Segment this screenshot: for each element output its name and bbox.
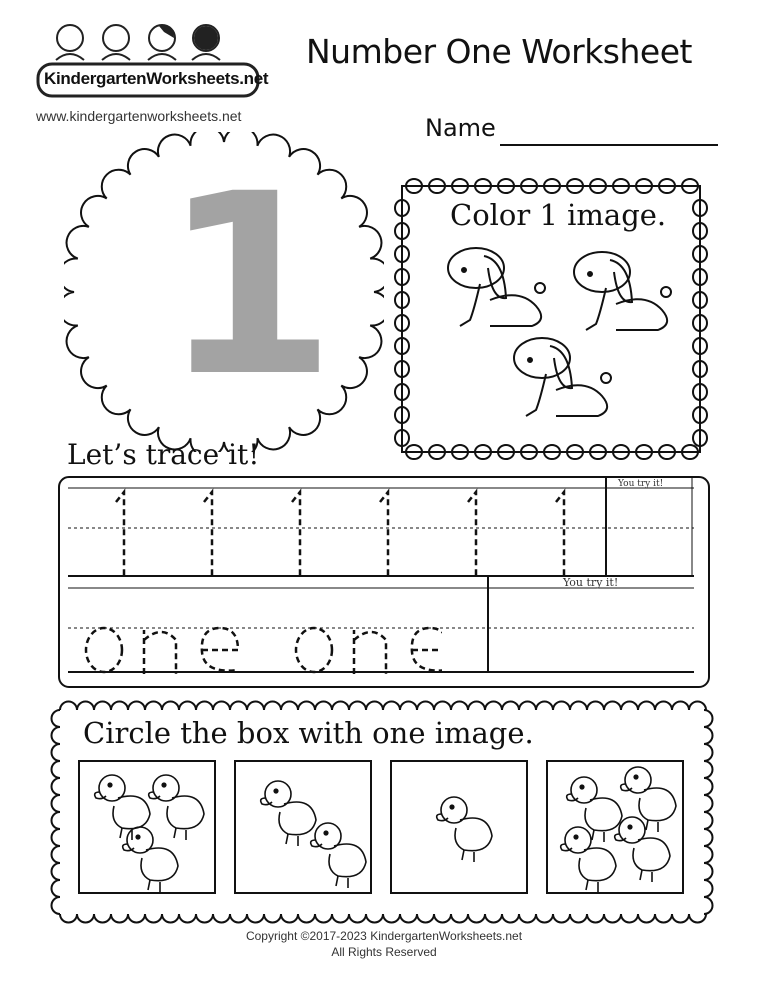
duck-icon [123, 827, 178, 892]
duck-icon [621, 767, 676, 832]
logo-text: KindergartenWorksheets.net [44, 69, 269, 88]
duck-choice-box[interactable] [234, 760, 372, 894]
duck-icon [149, 775, 204, 840]
duck-icon [311, 823, 366, 888]
numeral-trace-row[interactable] [58, 476, 598, 576]
duck-icon [615, 817, 670, 882]
duck-icon [437, 797, 492, 862]
duck-choice-box[interactable] [390, 760, 528, 894]
name-label: Name [425, 114, 496, 142]
duck-choice-box[interactable] [78, 760, 216, 894]
name-field[interactable] [500, 144, 718, 146]
word-trace-row[interactable] [82, 620, 442, 676]
duck-choice-box[interactable] [546, 760, 684, 894]
duck-icon [567, 777, 622, 842]
bunny-icon[interactable] [440, 240, 550, 332]
site-logo[interactable] [34, 20, 269, 106]
rights-line: All Rights Reserved [331, 945, 437, 959]
color-instruction: Color 1 image. [450, 198, 667, 232]
bunny-icon[interactable] [506, 330, 616, 422]
try-label-word: You try it! [563, 576, 619, 589]
big-number-one: 1 [162, 140, 336, 431]
page-title: Number One Worksheet [306, 32, 692, 71]
duck-icon [561, 827, 616, 892]
try-label-numeral: You try it! [618, 479, 664, 489]
duck-icon [261, 781, 316, 846]
copyright [0, 928, 768, 960]
copyright-line: Copyright ©2017-2023 KindergartenWorksheets.net [245, 929, 523, 943]
site-url[interactable]: www.kindergartenworksheets.net [36, 108, 242, 124]
duck-icon [95, 775, 150, 840]
circle-instruction: Circle the box with one image. [83, 716, 534, 750]
bunny-icon[interactable] [566, 244, 676, 336]
trace-instruction: Let’s trace it! [67, 438, 260, 471]
